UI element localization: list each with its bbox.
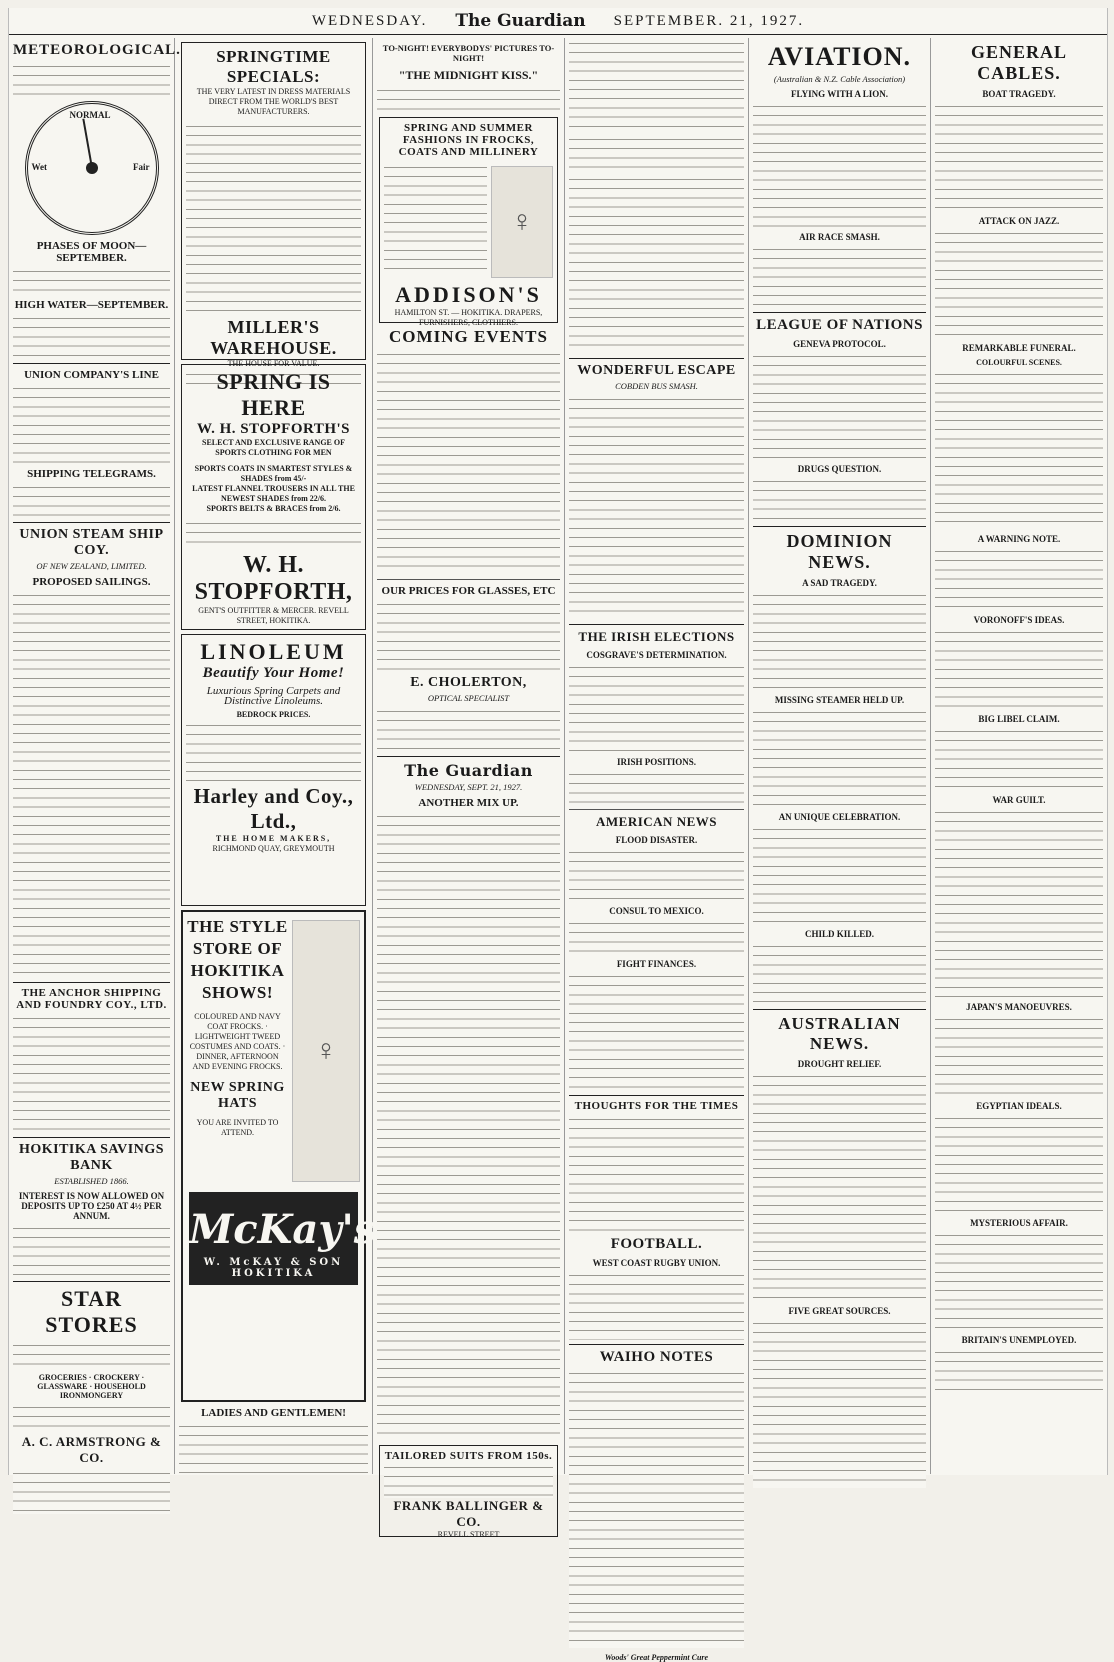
newspaper-page bbox=[8, 8, 1108, 1662]
escape-heading: WONDERFUL ESCAPE bbox=[577, 363, 736, 378]
unique-heading: AN UNIQUE CELEBRATION. bbox=[778, 812, 901, 822]
irish-text bbox=[569, 662, 744, 752]
child-killed-heading: CHILD KILLED. bbox=[804, 929, 875, 939]
guardian-editorial-date: WEDNESDAY, SEPT. 21, 1927. bbox=[414, 782, 523, 792]
col4-top-text bbox=[569, 38, 744, 130]
fight-text bbox=[569, 971, 744, 1091]
masthead bbox=[9, 8, 1107, 35]
escape-subheading: COBDEN BUS SMASH. bbox=[615, 381, 698, 391]
flannel-line: LATEST FLANNEL TROUSERS IN ALL THE NEWEST SHADES from 22/6. bbox=[192, 484, 355, 503]
dominion-heading: DOMINION NEWS. bbox=[786, 531, 893, 572]
harley-heading: Harley and Coy., Ltd., bbox=[193, 784, 354, 833]
jazz-heading: ATTACK ON JAZZ. bbox=[978, 216, 1060, 226]
home-makers-heading: THE HOME MAKERS, bbox=[215, 834, 332, 843]
midnight-kiss-heading: "THE MIDNIGHT KISS." bbox=[398, 68, 539, 82]
stopforth-heading: W. H. STOPFORTH'S bbox=[196, 421, 350, 437]
flying-text bbox=[753, 101, 926, 227]
column-1 bbox=[9, 38, 181, 1474]
war-guilt-heading: WAR GUILT. bbox=[992, 795, 1046, 805]
mckay-logo bbox=[189, 1192, 377, 1285]
thoughts-heading: THOUGHTS FOR THE TIMES bbox=[574, 1100, 739, 1112]
missing-text bbox=[753, 707, 926, 807]
air-race-heading: AIR RACE SMASH. bbox=[799, 232, 880, 242]
armstrong-heading: A. C. ARMSTRONG & CO. bbox=[21, 1434, 162, 1465]
mysterious-text bbox=[935, 1230, 1103, 1330]
bedrock-heading: BEDROCK PRICES. bbox=[236, 710, 311, 719]
star-stores-heading: STAR STORES bbox=[45, 1286, 138, 1337]
boat-tragedy-heading: BOAT TRAGEDY. bbox=[982, 89, 1056, 99]
addisons-text bbox=[384, 162, 487, 272]
proposed-heading: PROPOSED SAILINGS. bbox=[32, 576, 151, 588]
harley-text bbox=[186, 720, 361, 784]
fashion-figure-illustration-2: ♀ bbox=[491, 166, 553, 278]
sailings-text bbox=[13, 590, 170, 978]
column-4 bbox=[565, 38, 749, 1662]
springtime-ad bbox=[181, 42, 366, 368]
drought-heading: DROUGHT RELIEF. bbox=[797, 1059, 882, 1069]
ballinger-text bbox=[384, 1462, 553, 1498]
ladies-text bbox=[179, 1421, 368, 1475]
usc-heading: UNION STEAM SHIP COY. bbox=[19, 527, 164, 558]
unemployed-heading: BRITAIN'S UNEMPLOYED. bbox=[961, 1335, 1077, 1345]
another-mix-heading: ANOTHER MIX UP. bbox=[418, 797, 519, 809]
column-5 bbox=[749, 38, 931, 1474]
union-text bbox=[13, 383, 170, 463]
stopforth-text bbox=[186, 518, 361, 546]
high-water-heading: HIGH WATER—SEPTEMBER. bbox=[14, 299, 169, 311]
addisons-heading: ADDISON'S bbox=[395, 282, 542, 307]
five-sources-heading: FIVE GREAT SOURCES. bbox=[788, 1306, 891, 1316]
star-stores-items: GROCERIES · CROCKERY · GLASSWARE · HOUSEHOLD IRONMONGERY bbox=[37, 1373, 146, 1400]
general-cables-heading: GENERAL CABLES. bbox=[970, 42, 1067, 83]
geneva-text bbox=[753, 351, 926, 459]
air-race-text bbox=[753, 244, 926, 308]
mysterious-heading: MYSTERIOUS AFFAIR. bbox=[970, 1218, 1068, 1228]
drought-text bbox=[753, 1071, 926, 1301]
consul-heading: CONSUL TO MEXICO. bbox=[609, 906, 704, 916]
meteorological-heading: METEOROLOGICAL. bbox=[13, 42, 181, 58]
funeral-text bbox=[935, 369, 1103, 529]
egyptian-heading: EGYPTIAN IDEALS. bbox=[976, 1101, 1062, 1111]
thoughts-text bbox=[569, 1114, 744, 1232]
barometer-hub bbox=[86, 162, 98, 174]
cholerton-heading: E. CHOLERTON, bbox=[410, 675, 527, 690]
shipping-heading: SHIPPING TELEGRAMS. bbox=[27, 468, 156, 480]
irish-heading: THE IRISH ELECTIONS bbox=[578, 629, 735, 644]
irish-subheading: COSGRAVE'S DETERMINATION. bbox=[586, 650, 727, 660]
australian-heading: AUSTRALIAN NEWS. bbox=[778, 1014, 901, 1053]
fight-heading: FIGHT FINANCES. bbox=[616, 959, 697, 969]
football-heading: FOOTBALL. bbox=[610, 1236, 703, 1252]
american-heading: AMERICAN NEWS bbox=[596, 814, 717, 829]
ballinger-heading: FRANK BALLINGER & CO. bbox=[393, 1498, 544, 1529]
savings-established: ESTABLISHED 1866. bbox=[54, 1176, 129, 1186]
spring-frocks-heading: SPRING AND SUMMER FASHIONS IN FROCKS, COATS AND MILLINERY bbox=[398, 122, 539, 158]
armstrong-text bbox=[13, 1468, 170, 1514]
geneva-heading: GENEVA PROTOCOL. bbox=[793, 339, 886, 349]
rugby-heading: WEST COAST RUGBY UNION. bbox=[592, 1258, 721, 1268]
guardian-editorial-title: The Guardian bbox=[404, 761, 533, 780]
barometer-fair-label: Fair bbox=[133, 162, 150, 172]
barometer-normal-label: NORMAL bbox=[69, 110, 111, 120]
phases-text bbox=[13, 266, 170, 294]
colourful-heading: COLOURFUL SCENES. bbox=[976, 358, 1062, 367]
escape-text bbox=[569, 394, 744, 620]
aviation-subheading: (Australian & N.Z. Cable Association) bbox=[773, 74, 906, 84]
tailored-heading: TAILORED SUITS FROM 150s. bbox=[384, 1450, 553, 1462]
addisons-address: HAMILTON ST. — HOKITIKA. DRAPERS, FURNISHERS, CLOTHIERS. bbox=[394, 308, 543, 327]
japan-text bbox=[935, 1014, 1103, 1096]
league-heading: LEAGUE OF NATIONS bbox=[756, 317, 923, 333]
warning-heading: A WARNING NOTE. bbox=[977, 534, 1061, 544]
flood-heading: FLOOD DISASTER. bbox=[615, 835, 698, 845]
anchor-heading: THE ANCHOR SHIPPING AND FOUNDRY COY., LTD. bbox=[16, 987, 167, 1011]
beautify-heading: Beautify Your Home! bbox=[202, 665, 345, 681]
spring-is-here-heading: SPRING IS HERE bbox=[216, 369, 331, 420]
sports-coats-line: SPORTS COATS IN SMARTEST STYLES & SHADES from 45/- bbox=[194, 464, 353, 483]
consul-text bbox=[569, 918, 744, 954]
cholerton-text bbox=[377, 706, 560, 752]
springtime-heading: SPRINGTIME SPECIALS: bbox=[216, 47, 331, 86]
voronoff-text bbox=[935, 627, 1103, 709]
invited-line: YOU ARE INVITED TO ATTEND. bbox=[196, 1118, 279, 1137]
shipping-text bbox=[13, 482, 170, 518]
masthead-title: The Guardian bbox=[455, 11, 586, 31]
libel-heading: BIG LIBEL CLAIM. bbox=[978, 714, 1060, 724]
masthead-day: WEDNESDAY. bbox=[311, 12, 428, 29]
sad-tragedy-text bbox=[753, 590, 926, 690]
harley-address: RICHMOND QUAY, GREYMOUTH bbox=[212, 844, 335, 853]
opticians-heading: OUR PRICES FOR GLASSES, ETC bbox=[381, 585, 556, 597]
five-sources-text bbox=[753, 1318, 926, 1488]
egyptian-text bbox=[935, 1113, 1103, 1213]
libel-text bbox=[935, 726, 1103, 790]
tonight-heading: TO-NIGHT! EVERYBODYS' PICTURES TO-NIGHT! bbox=[382, 43, 555, 63]
masthead-date: SEPTEMBER. 21, 1927. bbox=[613, 12, 805, 29]
phases-heading: PHASES OF MOON—SEPTEMBER. bbox=[36, 240, 147, 264]
style-store-heading: THE STYLE STORE OF HOKITIKA SHOWS! bbox=[187, 917, 288, 1002]
flood-text bbox=[569, 847, 744, 901]
column-3 bbox=[373, 38, 565, 1539]
stopforth-ad bbox=[181, 364, 366, 630]
waiho-heading: WAIHO NOTES bbox=[599, 1349, 714, 1365]
ballinger-address: REVELL STREET bbox=[437, 1530, 500, 1539]
pictures-text bbox=[377, 85, 560, 113]
usc-subheading: OF NEW ZEALAND, LIMITED. bbox=[36, 561, 147, 571]
springtime-subheading: THE VERY LATEST IN DRESS MATERIALS DIRECT FROM THE WORLD'S BEST MANUFACTURERS. bbox=[196, 87, 351, 116]
drugs-text bbox=[753, 476, 926, 522]
peppermint-line: Woods' Great Peppermint Cure bbox=[604, 1653, 709, 1662]
linoleum-heading: LINOLEUM bbox=[200, 639, 347, 664]
barometer-dial bbox=[25, 101, 159, 235]
millers-subheading: THE HOUSE FOR VALUE. bbox=[227, 359, 320, 368]
coming-events-text bbox=[377, 349, 560, 575]
child-killed-text bbox=[753, 941, 926, 1005]
irish-positions-text bbox=[569, 769, 744, 805]
editorial-text bbox=[377, 811, 560, 1441]
cholerton-subheading: OPTICAL SPECIALIST bbox=[427, 693, 510, 703]
weather-text bbox=[13, 61, 170, 97]
stopforth-subheading: SELECT AND EXCLUSIVE RANGE OF SPORTS CLOTHING FOR MEN bbox=[202, 438, 345, 457]
ballinger-ad bbox=[379, 1445, 558, 1537]
ladies-heading: LADIES AND GENTLEMEN! bbox=[201, 1407, 346, 1419]
jazz-text bbox=[935, 228, 1103, 338]
springtime-list bbox=[186, 121, 361, 317]
column-6 bbox=[931, 38, 1107, 1474]
savings-text bbox=[13, 1223, 170, 1277]
col4-top-text-2 bbox=[569, 134, 744, 170]
sad-tragedy-heading: A SAD TRAGEDY. bbox=[802, 578, 877, 588]
star-stores-coupon bbox=[13, 1402, 170, 1430]
waiho-text bbox=[569, 1368, 744, 1648]
column-2 bbox=[175, 38, 377, 1474]
col4-top-text-3 bbox=[569, 174, 744, 354]
star-stores-text bbox=[13, 1340, 170, 1368]
unique-text bbox=[753, 824, 926, 924]
interest-heading: INTEREST IS NOW ALLOWED ON DEPOSITS UP TO £250 AT 4½ PER ANNUM. bbox=[18, 1191, 165, 1221]
unemployed-text bbox=[935, 1347, 1103, 1393]
coming-events-heading: COMING EVENTS bbox=[389, 327, 548, 346]
rugby-text bbox=[569, 1270, 744, 1340]
drugs-heading: DRUGS QUESTION. bbox=[797, 464, 882, 474]
irish-positions-heading: IRISH POSITIONS. bbox=[616, 757, 697, 767]
belts-line: SPORTS BELTS & BRACES from 2/6. bbox=[206, 504, 341, 513]
opticians-text bbox=[377, 599, 560, 671]
war-guilt-text bbox=[935, 807, 1103, 997]
savings-heading: HOKITIKA SAVINGS BANK bbox=[18, 1142, 165, 1173]
mckay-name: McKay's bbox=[189, 1206, 377, 1253]
mckay-sub: W. McKAY & SON HOKITIKA bbox=[203, 1257, 344, 1279]
japan-heading: JAPAN'S MANOEUVRES. bbox=[966, 1002, 1072, 1012]
spring-hats-heading: NEW SPRING HATS bbox=[190, 1080, 285, 1111]
addisons-ad bbox=[379, 117, 558, 327]
flying-heading: FLYING WITH A LION. bbox=[790, 89, 889, 99]
union-heading: UNION COMPANY'S LINE bbox=[24, 369, 159, 381]
luxurious-heading: Luxurious Spring Carpets and Distinctive Linoleums. bbox=[206, 685, 341, 707]
barometer-needle bbox=[82, 119, 93, 169]
warning-text bbox=[935, 546, 1103, 610]
barometer-wet-label: Wet bbox=[31, 162, 47, 172]
stopforth-big: W. H. STOPFORTH, bbox=[194, 552, 353, 605]
boat-tragedy-text bbox=[935, 101, 1103, 211]
funeral-heading: REMARKABLE FUNERAL. bbox=[962, 343, 1076, 353]
high-water-text bbox=[13, 313, 170, 359]
anchor-text bbox=[13, 1013, 170, 1133]
harley-ad bbox=[181, 634, 366, 906]
fashion-figure-illustration: ♀ bbox=[292, 920, 360, 1182]
voronoff-heading: VORONOFF'S IDEAS. bbox=[973, 615, 1065, 625]
missing-heading: MISSING STEAMER HELD UP. bbox=[774, 695, 905, 705]
aviation-heading: AVIATION. bbox=[767, 42, 912, 71]
style-store-items: COLOURED AND NAVY COAT FROCKS. · LIGHTWEIGHT TWEED COSTUMES AND COATS. · DINNER, AFTERNOON AND EVENING FROCKS. bbox=[189, 1012, 286, 1071]
millers-heading: MILLER'S WAREHOUSE. bbox=[210, 317, 337, 358]
stopforth-address: GENT'S OUTFITTER & MERCER. REVELL STREET, HOKITIKA. bbox=[198, 606, 349, 625]
style-store-ad bbox=[181, 910, 377, 1402]
